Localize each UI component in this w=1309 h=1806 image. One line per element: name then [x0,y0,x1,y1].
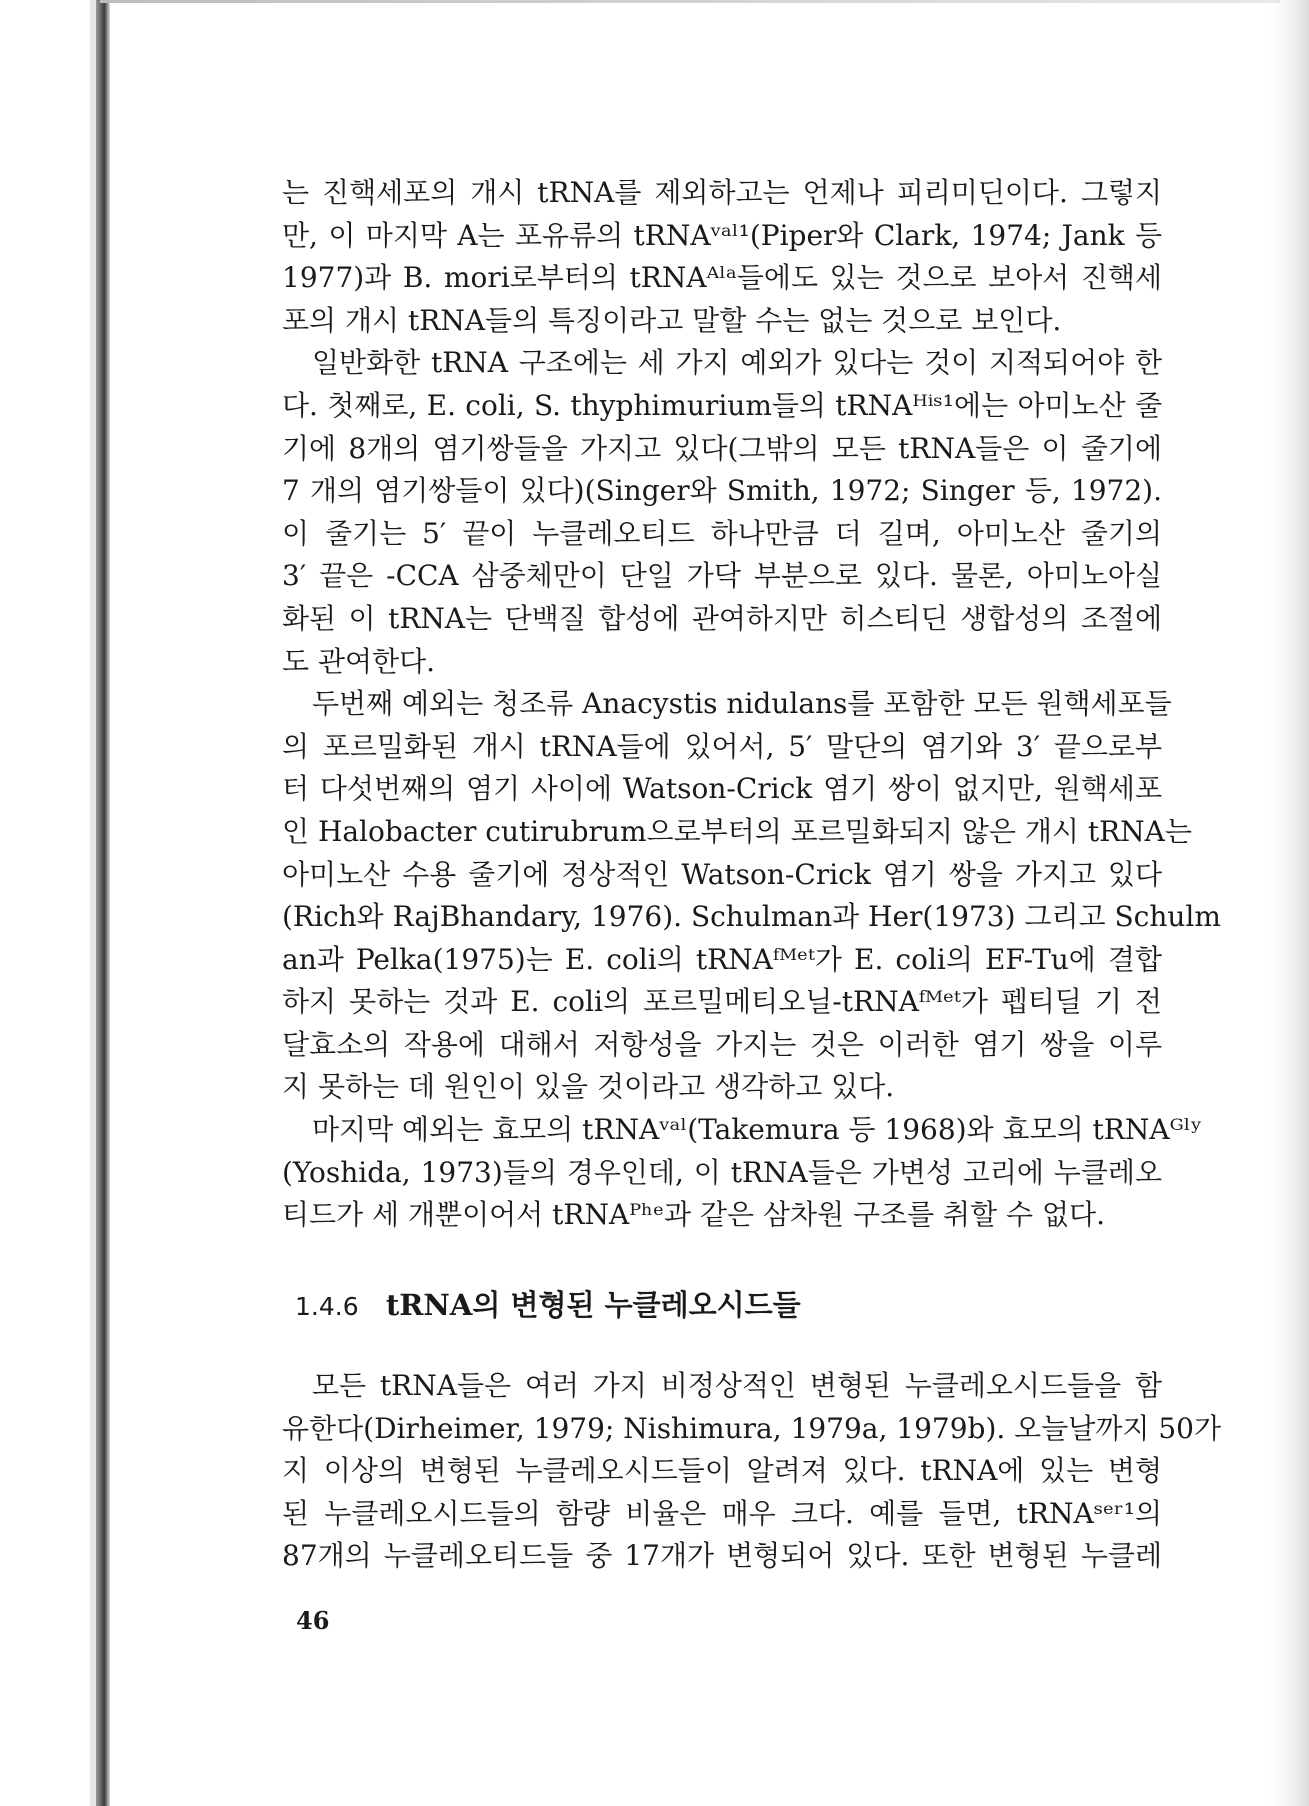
section-title: tRNA의 변형된 누클레오시드들 [385,1288,801,1322]
text-line: 유한다(Dirheimer, 1979; Nishimura, 1979a, 1979b). 오늘날까지 50가 [282,1411,1221,1445]
text-line: 87개의 누클레오티드들 중 17개가 변형되어 있다. 또한 변형된 누클레 [282,1539,1162,1573]
text-line: 일반화한 tRNA 구조에는 세 가지 예외가 있다는 것이 지적되어야 한 [312,346,1162,380]
text-line: 하지 못하는 것과 E. coli의 포르밀메티오닐-tRNAᶠᴹᵉᵗ가 펩티딜 기 전 [282,985,1162,1019]
text-line: 의 포르밀화된 개시 tRNA들에 있어서, 5′ 말단의 염기와 3′ 끝으로부 [282,729,1162,763]
text-line: 인 Halobacter cutirubrum으로부터의 포르밀화되지 않은 개시 tRNA는 [282,814,1192,848]
text-line: 지 못하는 데 원인이 있을 것이라고 생각하고 있다. [282,1070,895,1104]
text-line: 모든 tRNA들은 여러 가지 비정상적인 변형된 누클레오시드들을 함 [312,1369,1162,1402]
page-right-shadow [1269,0,1309,1806]
text-line: 아미노산 수용 줄기에 정상적인 Watson-Crick 염기 쌍을 가지고 있다 [282,857,1162,891]
text-line: 만, 이 마지막 A는 포유류의 tRNAᵛᵃˡ¹(Piper와 Clark, 1974; Jank 등 [282,218,1162,252]
body-text [282,172,1221,1237]
section-heading [295,1283,801,1324]
text-line: 두번째 예외는 청조류 Anacystis nidulans를 포함한 모든 원핵세포들 [312,687,1172,721]
section-body-text [282,1365,1221,1578]
text-line: 7 개의 염기쌍들이 있다)(Singer와 Smith, 1972; Singer 등, 1972). [282,474,1162,508]
text-line: 티드가 세 개뿐이어서 tRNAᴾʰᵉ과 같은 삼차원 구조를 취할 수 없다. [282,1198,1105,1232]
text-line: an과 Pelka(1975)는 E. coli의 tRNAᶠᴹᵉᵗ가 E. coli의 EF-Tu에 결합 [282,942,1162,976]
text-line: 다. 첫째로, E. coli, S. thyphimurium들의 tRNAᴴⁱˢ¹에는 아미노산 줄 [282,388,1162,422]
text-line: 3′ 끝은 -CCA 삼중체만이 단일 가닥 부분으로 있다. 물론, 아미노아실 [282,559,1162,593]
text-line: 화된 이 tRNA는 단백질 합성에 관여하지만 히스티딘 생합성의 조절에 [282,601,1162,635]
text-line: 달효소의 작용에 대해서 저항성을 가지는 것은 이러한 염기 쌍을 이루 [282,1027,1162,1061]
text-line: 지 이상의 변형된 누클레오시드들이 알려져 있다. tRNA에 있는 변형 [282,1454,1162,1488]
page-top-edge [100,0,1280,3]
text-line: 이 줄기는 5′ 끝이 누클레오티드 하나만큼 더 길며, 아미노산 줄기의 [282,516,1162,550]
text-line: 된 누클레오시드들의 함량 비율은 매우 크다. 예를 들면, tRNAˢᵉʳ¹의 [282,1496,1162,1530]
text-line: (Rich와 RajBhandary, 1976). Schulman과 Her(1973) 그리고 Schulm [282,900,1221,934]
text-line: 마지막 예외는 효모의 tRNAᵛᵃˡ(Takemura 등 1968)와 효모의 tRNAᴳˡʸ [312,1113,1203,1147]
text-line: 터 다섯번째의 염기 사이에 Watson-Crick 염기 쌍이 없지만, 원핵세포 [282,772,1162,806]
page-spine-shadow [96,0,110,1806]
text-line: (Yoshida, 1973)들의 경우인데, 이 tRNA들은 가변성 고리에 누클레오 [282,1155,1162,1189]
text-line: 포의 개시 tRNA들의 특징이라고 말할 수는 없는 것으로 보인다. [282,303,1062,337]
text-line: 도 관여한다. [282,644,436,678]
text-line: 기에 8개의 염기쌍들을 가지고 있다(그밖의 모든 tRNA들은 이 줄기에 [282,431,1162,465]
section-number: 1.4.6 [295,1292,359,1321]
text-line: 1977)과 B. mori로부터의 tRNAᴬˡᵃ들에도 있는 것으로 보아서 진핵세 [282,261,1162,295]
page-number: 46 [296,1606,330,1635]
text-line: 는 진핵세포의 개시 tRNA를 제외하고는 언제나 피리미딘이다. 그렇지 [282,176,1162,209]
